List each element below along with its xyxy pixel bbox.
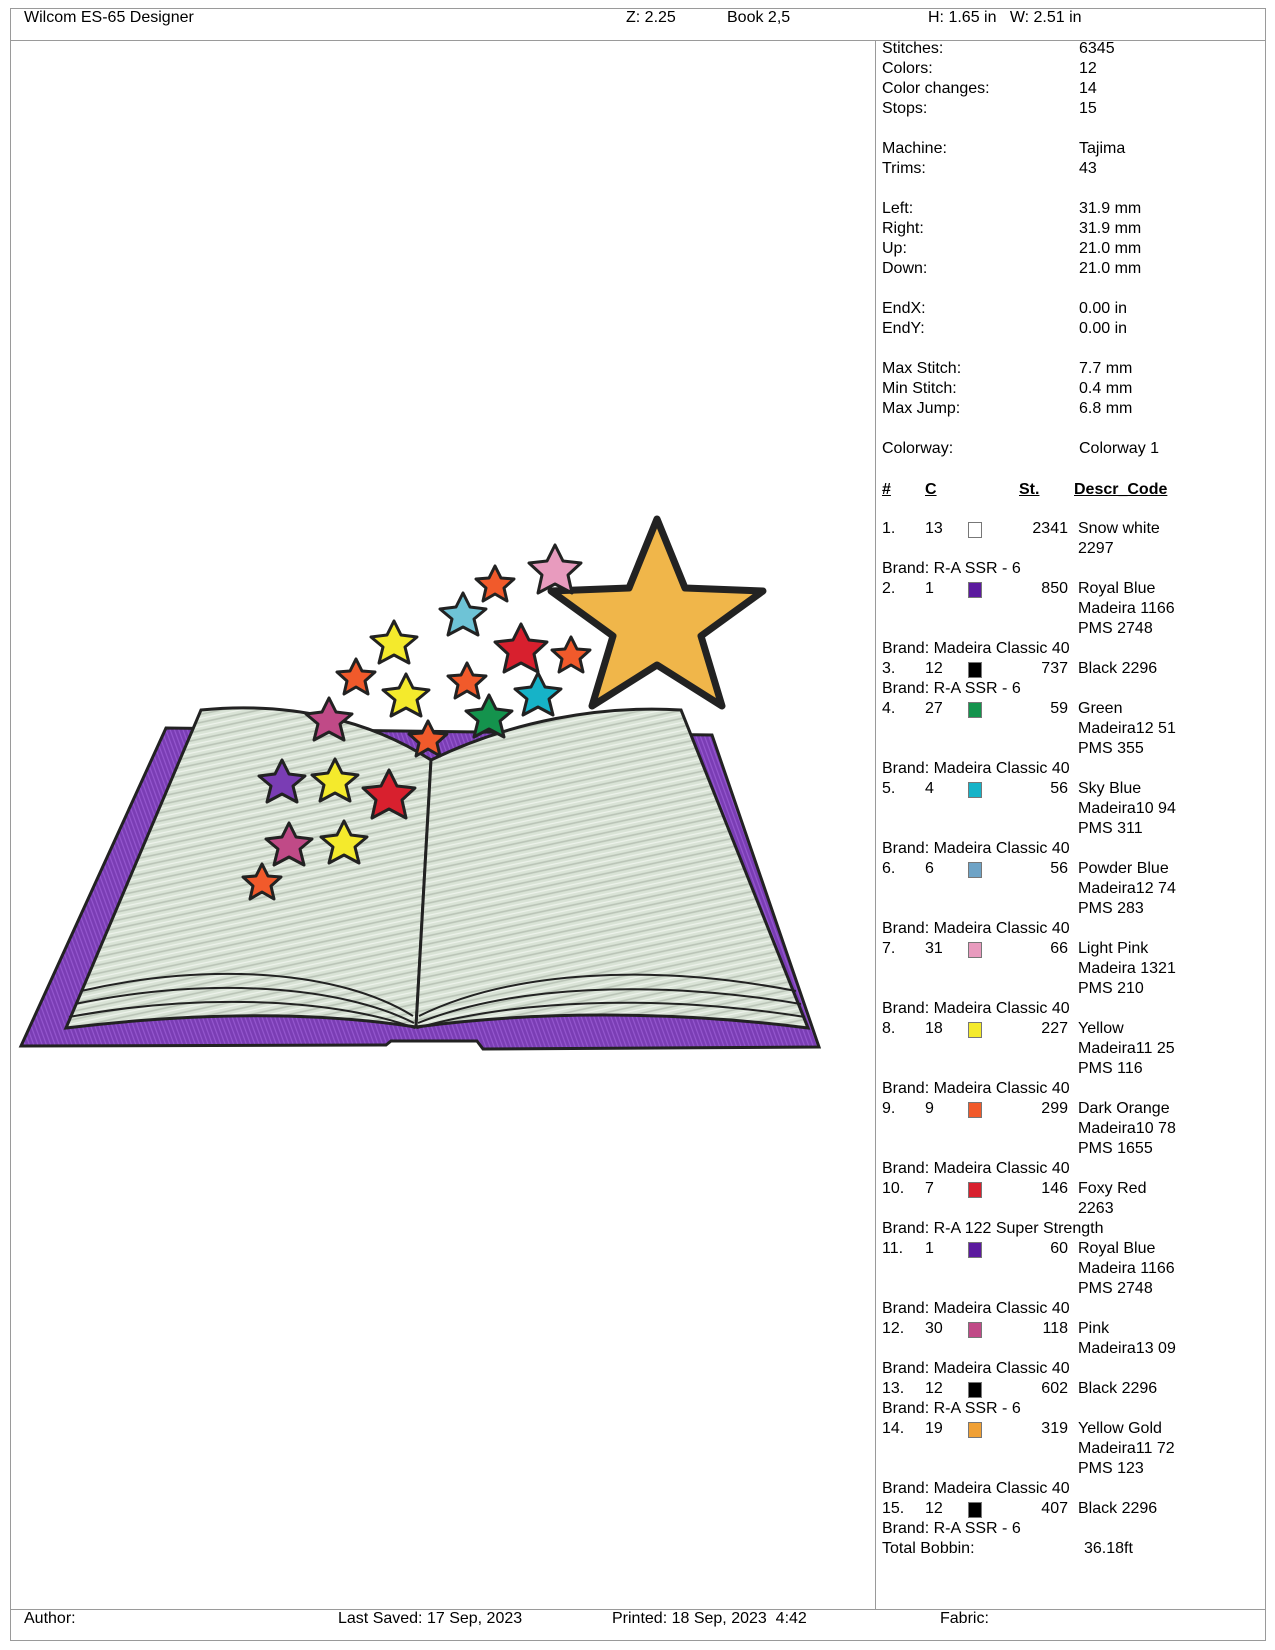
color-description: Madeira 1166: [1078, 1260, 1175, 1277]
color-stitch-count: 227: [1041, 1020, 1068, 1037]
col-header-descr: Descr_Code: [1074, 481, 1168, 498]
color-code: 30: [925, 1320, 943, 1337]
color-description: PMS 1655: [1078, 1140, 1153, 1157]
color-code: 19: [925, 1420, 943, 1437]
stat-value: 21.0 mm: [1079, 240, 1142, 257]
color-code: 12: [925, 1380, 943, 1397]
color-brand: Brand: Madeira Classic 40: [882, 840, 1070, 857]
color-swatch: [968, 782, 982, 798]
color-code: 1: [925, 1240, 934, 1257]
color-swatch: [968, 1382, 982, 1398]
stat-label: Stitches:: [882, 40, 944, 57]
color-index: 2.: [882, 580, 896, 597]
color-brand: Brand: R-A SSR - 6: [882, 1520, 1021, 1537]
color-swatch: [968, 522, 982, 538]
color-index: 5.: [882, 780, 896, 797]
color-brand: Brand: R-A SSR - 6: [882, 680, 1021, 697]
color-description: PMS 116: [1078, 1060, 1143, 1077]
color-description: Green: [1078, 700, 1123, 717]
color-code: 12: [925, 1500, 943, 1517]
color-index: 9.: [882, 1100, 896, 1117]
color-description: Madeira 1166: [1078, 600, 1175, 617]
color-swatch: [968, 1182, 982, 1198]
color-swatch: [968, 942, 982, 958]
footer-fabric: Fabric:: [940, 1610, 989, 1627]
app-title: Wilcom ES-65 Designer: [24, 9, 194, 26]
color-code: 12: [925, 660, 943, 677]
color-index: 12.: [882, 1320, 905, 1337]
color-stitch-count: 59: [1050, 700, 1068, 717]
color-swatch: [968, 1322, 982, 1338]
stat-label: Colorway:: [882, 440, 954, 457]
color-stitch-count: 299: [1041, 1100, 1068, 1117]
color-description: Pink: [1078, 1320, 1110, 1337]
color-stitch-count: 66: [1050, 940, 1068, 957]
footer-printed: Printed: 18 Sep, 2023 4:42: [612, 1610, 807, 1627]
color-description: PMS 210: [1078, 980, 1144, 997]
color-stitch-count: 60: [1050, 1240, 1068, 1257]
color-brand: Brand: R-A 122 Super Strength: [882, 1220, 1104, 1237]
stat-label: Down:: [882, 260, 928, 277]
color-stitch-count: 146: [1041, 1180, 1068, 1197]
stat-value: Colorway 1: [1079, 440, 1160, 457]
color-stitch-count: 602: [1041, 1380, 1068, 1397]
color-code: 27: [925, 700, 943, 717]
color-brand: Brand: R-A SSR - 6: [882, 1400, 1021, 1417]
color-description: Yellow Gold: [1078, 1420, 1162, 1437]
color-brand: Brand: Madeira Classic 40: [882, 1160, 1070, 1177]
col-header-code: C: [925, 481, 937, 498]
color-code: 31: [925, 940, 943, 957]
total-bobbin-value: 36.18ft: [1084, 1540, 1133, 1557]
color-brand: Brand: Madeira Classic 40: [882, 920, 1070, 937]
color-brand: Brand: Madeira Classic 40: [882, 1360, 1070, 1377]
gold-star: [551, 519, 763, 706]
color-description: Light Pink: [1078, 940, 1149, 957]
color-index: 1.: [882, 520, 896, 537]
color-description: Madeira10 78: [1078, 1120, 1176, 1137]
color-brand: Brand: Madeira Classic 40: [882, 760, 1070, 777]
color-stitch-count: 56: [1050, 860, 1068, 877]
color-swatch: [968, 582, 982, 598]
color-code: 13: [925, 520, 943, 537]
color-description: Dark Orange: [1078, 1100, 1170, 1117]
color-description: Madeira11 72: [1078, 1440, 1175, 1457]
color-index: 6.: [882, 860, 896, 877]
color-code: 6: [925, 860, 934, 877]
color-swatch: [968, 1242, 982, 1258]
color-description: Black 2296: [1078, 1500, 1158, 1517]
color-index: 15.: [882, 1500, 905, 1517]
design-name: Book 2,5: [727, 9, 791, 26]
footer-last-saved: Last Saved: 17 Sep, 2023: [338, 1610, 523, 1627]
color-description: Sky Blue: [1078, 780, 1142, 797]
color-index: 3.: [882, 660, 896, 677]
color-index: 4.: [882, 700, 896, 717]
color-description: PMS 2748: [1078, 620, 1153, 637]
color-index: 11.: [882, 1240, 904, 1257]
stat-value: 21.0 mm: [1079, 260, 1142, 277]
stat-value: 12: [1079, 60, 1097, 77]
stat-label: Up:: [882, 240, 907, 257]
color-description: Madeira12 51: [1078, 720, 1176, 737]
color-index: 13.: [882, 1380, 905, 1397]
color-description: Snow white: [1078, 520, 1160, 537]
color-swatch: [968, 862, 982, 878]
total-bobbin-label: Total Bobbin:: [882, 1540, 975, 1557]
color-description: Royal Blue: [1078, 1240, 1156, 1257]
stat-label: EndX:: [882, 300, 926, 317]
stat-value: 0.00 in: [1079, 320, 1128, 337]
stat-label: Min Stitch:: [882, 380, 957, 397]
design-canvas: [11, 41, 875, 1610]
color-swatch: [968, 662, 982, 678]
stat-value: 0.4 mm: [1079, 380, 1133, 397]
color-code: 7: [925, 1180, 934, 1197]
color-description: Powder Blue: [1078, 860, 1169, 877]
stat-value: 31.9 mm: [1079, 200, 1142, 217]
color-description: Black 2296: [1078, 660, 1158, 677]
color-description: Black 2296: [1078, 1380, 1158, 1397]
color-brand: Brand: R-A SSR - 6: [882, 560, 1021, 577]
color-swatch: [968, 702, 982, 718]
color-index: 10.: [882, 1180, 905, 1197]
design-size: H: 1.65 in W: 2.51 in: [928, 9, 1082, 26]
color-brand: Brand: Madeira Classic 40: [882, 1080, 1070, 1097]
color-description: Madeira11 25: [1078, 1040, 1175, 1057]
color-description: PMS 283: [1078, 900, 1144, 917]
zoom-level: Z: 2.25: [626, 9, 676, 26]
color-stitch-count: 118: [1042, 1320, 1068, 1337]
color-swatch: [968, 1502, 982, 1518]
color-description: Madeira 1321: [1078, 960, 1176, 977]
color-swatch: [968, 1022, 982, 1038]
color-stitch-count: 319: [1041, 1420, 1068, 1437]
color-swatch: [968, 1422, 982, 1438]
stat-label: Max Jump:: [882, 400, 961, 417]
color-description: 2297: [1078, 540, 1114, 557]
color-description: Madeira10 94: [1078, 800, 1176, 817]
color-stitch-count: 407: [1041, 1500, 1068, 1517]
stat-label: Left:: [882, 200, 914, 217]
color-description: PMS 123: [1078, 1460, 1144, 1477]
color-description: Madeira13 09: [1078, 1340, 1176, 1357]
color-index: 8.: [882, 1020, 896, 1037]
color-stitch-count: 56: [1050, 780, 1068, 797]
stat-value: 14: [1079, 80, 1097, 97]
col-header-stitches: St.: [1019, 481, 1040, 498]
embroidery-preview: [11, 41, 875, 1610]
stat-value: 31.9 mm: [1079, 220, 1142, 237]
color-stitch-count: 2341: [1032, 520, 1068, 537]
color-stitch-count: 850: [1041, 580, 1068, 597]
color-index: 14.: [882, 1420, 905, 1437]
stat-value: 6345: [1079, 40, 1115, 57]
stat-value: 15: [1079, 100, 1097, 117]
color-description: PMS 355: [1078, 740, 1144, 757]
color-description: Foxy Red: [1078, 1180, 1147, 1197]
stat-value: 0.00 in: [1079, 300, 1128, 317]
color-description: Yellow: [1078, 1020, 1124, 1037]
color-description: PMS 2748: [1078, 1280, 1153, 1297]
stat-value: Tajima: [1079, 140, 1126, 157]
stat-label: Color changes:: [882, 80, 990, 97]
stat-value: 7.7 mm: [1079, 360, 1133, 377]
color-code: 9: [925, 1100, 934, 1117]
footer-author: Author:: [24, 1610, 76, 1627]
stat-label: Max Stitch:: [882, 360, 962, 377]
color-description: 2263: [1078, 1200, 1114, 1217]
color-stitch-count: 737: [1041, 660, 1068, 677]
stat-label: Stops:: [882, 100, 928, 117]
stat-label: Trims:: [882, 160, 926, 177]
color-code: 1: [925, 580, 934, 597]
color-code: 18: [925, 1020, 943, 1037]
color-description: PMS 311: [1078, 820, 1143, 837]
stat-value: 6.8 mm: [1079, 400, 1133, 417]
color-description: Madeira12 74: [1078, 880, 1176, 897]
color-swatch: [968, 1102, 982, 1118]
stat-label: Machine:: [882, 140, 947, 157]
color-brand: Brand: Madeira Classic 40: [882, 640, 1070, 657]
color-index: 7.: [882, 940, 896, 957]
col-header-index: #: [882, 481, 891, 498]
color-description: Royal Blue: [1078, 580, 1156, 597]
color-brand: Brand: Madeira Classic 40: [882, 1000, 1070, 1017]
color-code: 4: [925, 780, 934, 797]
color-brand: Brand: Madeira Classic 40: [882, 1480, 1070, 1497]
stat-label: Right:: [882, 220, 924, 237]
panel-divider: [875, 40, 876, 1609]
stat-value: 43: [1079, 160, 1097, 177]
stat-label: EndY:: [882, 320, 925, 337]
color-brand: Brand: Madeira Classic 40: [882, 1300, 1070, 1317]
stat-label: Colors:: [882, 60, 933, 77]
